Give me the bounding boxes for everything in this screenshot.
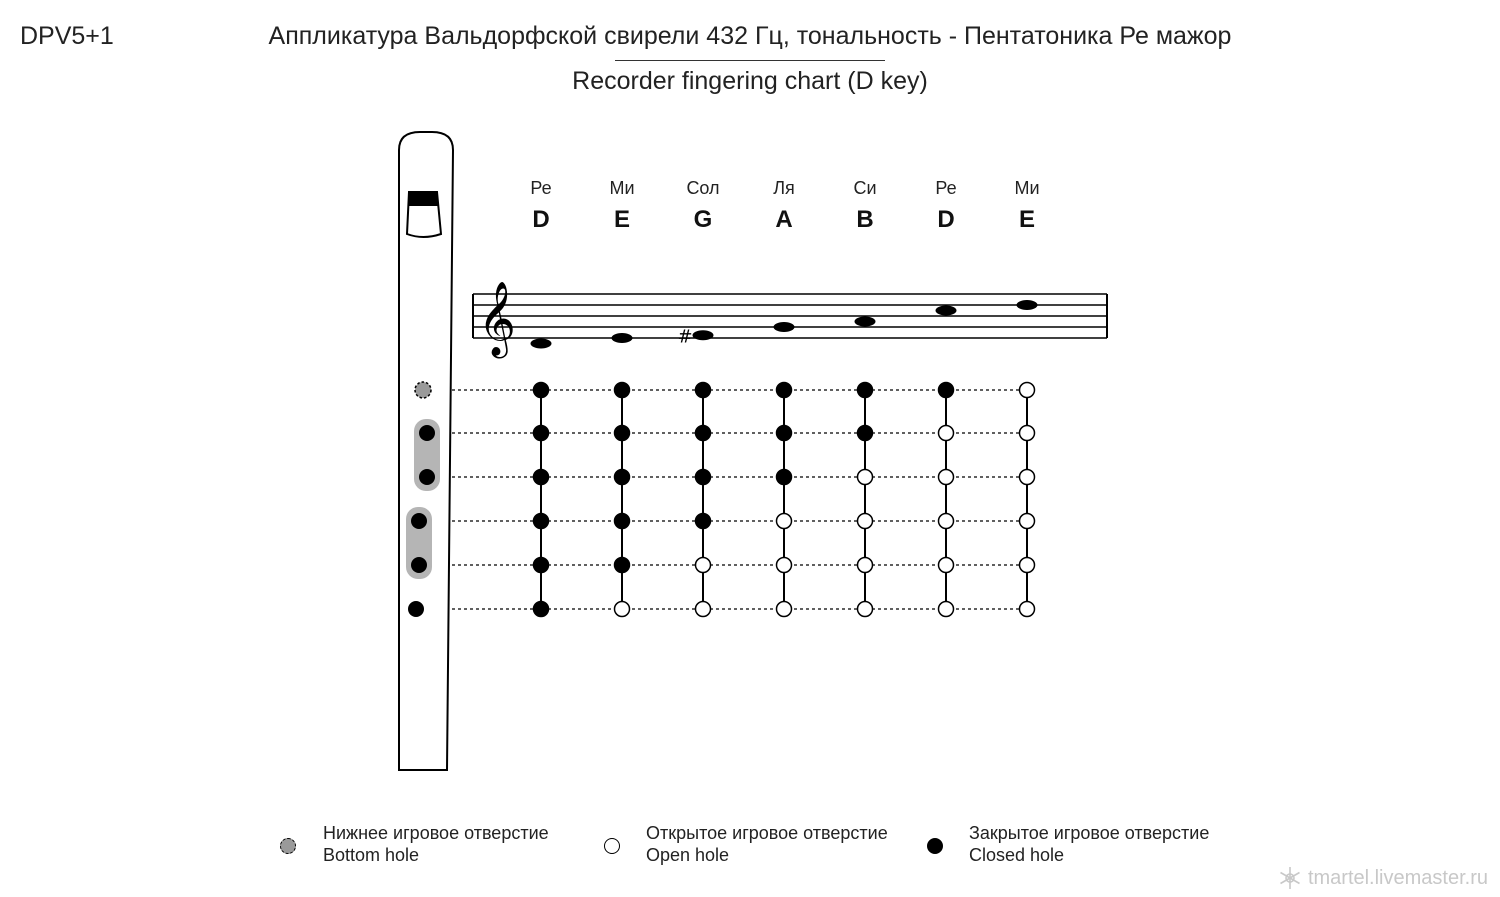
open-hole	[939, 602, 954, 617]
bottom-hole-icon	[280, 838, 296, 854]
recorder-hole-bottom	[415, 382, 431, 398]
note-name-en: G	[693, 206, 713, 233]
closed-hole	[615, 426, 630, 441]
open-hole	[858, 470, 873, 485]
staff-note	[612, 333, 633, 343]
closed-hole	[777, 426, 792, 441]
note-name-en: B	[856, 206, 874, 233]
legend-closed-en: Closed hole	[969, 845, 1065, 865]
fingering-columns	[530, 178, 1039, 617]
legend-closed-ru: Закрытое игровое отверстие	[969, 823, 1210, 843]
closed-hole	[615, 470, 630, 485]
recorder-hole-5	[408, 601, 424, 617]
note-name-ru: Сол	[686, 178, 720, 198]
closed-hole	[534, 514, 549, 529]
open-hole	[939, 470, 954, 485]
note-name-ru: Ми	[609, 178, 635, 198]
closed-hole	[534, 558, 549, 573]
sharp-sign: #	[677, 326, 693, 348]
closed-hole	[615, 514, 630, 529]
closed-hole	[534, 383, 549, 398]
open-hole	[1020, 383, 1035, 398]
staff-note	[855, 317, 876, 327]
note-name-en: D	[532, 206, 550, 233]
open-hole	[696, 602, 711, 617]
note-name-en: E	[613, 206, 631, 233]
closed-hole	[534, 470, 549, 485]
legend-open-ru: Открытое игровое отверстие	[646, 823, 888, 843]
open-hole	[939, 514, 954, 529]
open-hole	[777, 514, 792, 529]
closed-hole	[777, 470, 792, 485]
closed-hole	[615, 558, 630, 573]
note-column-2	[677, 178, 719, 617]
open-hole	[1020, 602, 1035, 617]
open-hole	[1020, 470, 1035, 485]
closed-hole	[615, 383, 630, 398]
staff-note	[936, 306, 957, 316]
recorder-hole-2	[419, 469, 435, 485]
legend-open-en: Open hole	[646, 845, 730, 865]
title-russian: Аппликатура Вальдорфской свирели 432 Гц, тональность - Пентатоника Ре мажор	[268, 22, 1232, 50]
recorder-hole-4	[411, 557, 427, 573]
closed-hole	[696, 426, 711, 441]
legend-closed-hole	[969, 822, 1209, 866]
closed-hole	[939, 383, 954, 398]
open-hole-icon	[604, 838, 620, 854]
note-column-5	[935, 178, 956, 617]
closed-hole-icon	[927, 838, 943, 854]
staff-note	[1017, 300, 1038, 310]
open-hole	[777, 558, 792, 573]
note-column-3	[773, 178, 795, 617]
open-hole	[1020, 558, 1035, 573]
note-name-ru: Си	[853, 178, 877, 198]
watermark	[1278, 866, 1488, 890]
open-hole	[1020, 426, 1035, 441]
open-hole	[939, 426, 954, 441]
staff-note	[693, 330, 714, 340]
legend-bottom-en: Bottom hole	[323, 845, 420, 865]
staff-note	[774, 322, 795, 332]
legend-open-hole	[646, 822, 888, 866]
closed-hole	[858, 383, 873, 398]
note-column-1	[609, 178, 634, 617]
note-name-ru: Ре	[530, 178, 552, 198]
closed-hole	[696, 514, 711, 529]
open-hole	[858, 602, 873, 617]
recorder-hole-3	[411, 513, 427, 529]
open-hole	[777, 602, 792, 617]
recorder-illustration	[399, 132, 453, 770]
watermark-text: tmartel.livemaster.ru	[1307, 866, 1488, 889]
closed-hole	[696, 383, 711, 398]
note-column-6	[1014, 178, 1039, 617]
note-name-en: D	[937, 206, 955, 233]
closed-hole	[696, 470, 711, 485]
legend-bottom-ru: Нижнее игровое отверстие	[323, 823, 549, 843]
closed-hole	[777, 383, 792, 398]
note-name-ru: Ре	[935, 178, 957, 198]
open-hole	[939, 558, 954, 573]
open-hole	[615, 602, 630, 617]
closed-hole	[534, 602, 549, 617]
open-hole	[858, 558, 873, 573]
note-name-en: A	[775, 206, 793, 233]
model-code: DPV5+1	[20, 22, 114, 50]
open-hole	[1020, 514, 1035, 529]
music-staff	[473, 282, 1107, 359]
note-column-4	[853, 178, 876, 617]
note-column-0	[530, 178, 551, 617]
closed-hole	[534, 426, 549, 441]
note-name-en: E	[1018, 206, 1036, 233]
title-english: Recorder fingering chart (D key)	[572, 67, 928, 95]
snowflake-icon	[1278, 866, 1302, 890]
staff-note	[531, 339, 552, 349]
note-name-ru: Ля	[773, 178, 795, 198]
hole-guide-lines	[452, 390, 1027, 609]
recorder-window-top	[408, 192, 438, 206]
closed-hole	[858, 426, 873, 441]
open-hole	[696, 558, 711, 573]
note-name-ru: Ми	[1014, 178, 1040, 198]
open-hole	[858, 514, 873, 529]
legend-bottom-hole	[323, 822, 549, 866]
treble-clef: 𝄞	[478, 282, 516, 356]
recorder-hole-1	[419, 425, 435, 441]
